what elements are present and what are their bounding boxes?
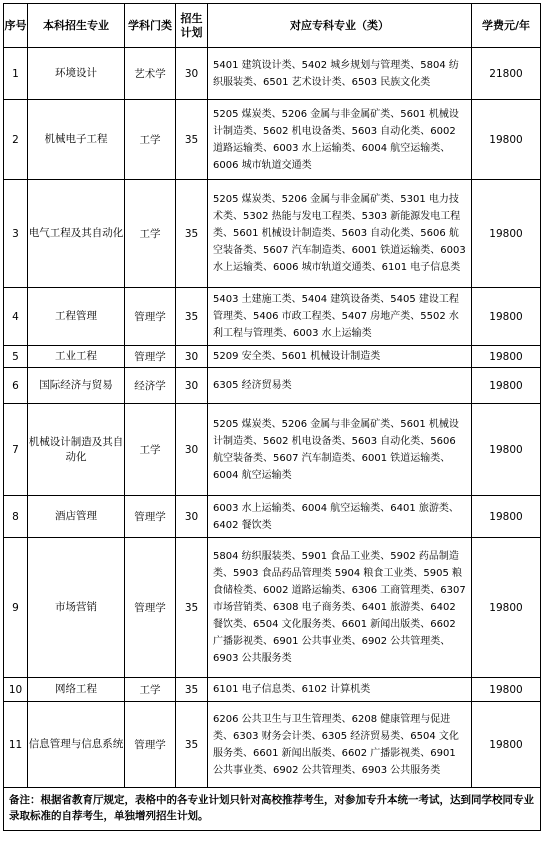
- admissions-table-container: [3, 3, 540, 831]
- row-seq: 8: [4, 496, 28, 538]
- row-seq: 4: [4, 288, 28, 346]
- row-related: 5205 煤炭类、5206 金属与非金属矿类、5601 机械设计制造类、5602 机电设备类、5603 自动化类、5606 航空装备类、5607 汽车制造类、6001 铁道运输类、6004 航空运输类: [208, 404, 472, 496]
- row-plan: 30: [176, 496, 208, 538]
- row-major: 酒店管理: [28, 496, 125, 538]
- header-seq: 序号: [4, 4, 28, 48]
- row-category: 工学: [125, 180, 176, 288]
- row-category: 管理学: [125, 496, 176, 538]
- table-row: [4, 346, 541, 368]
- row-major: 工程管理: [28, 288, 125, 346]
- row-related: 5205 煤炭类、5206 金属与非金属矿类、5301 电力技术类、5302 热能与发电工程类、5303 新能源发电工程类、5601 机械设计制造类、5603 自动化类、5606 航空装备类、5607 汽车制造类、6001 铁道运输类、6003 水上运输类、6006 城市轨道交通类、6101 电子信息类: [208, 180, 472, 288]
- row-plan: 35: [176, 180, 208, 288]
- row-major: 环境设计: [28, 48, 125, 100]
- row-major: 机械电子工程: [28, 100, 125, 180]
- row-major: 机械设计制造及其自动化: [28, 404, 125, 496]
- row-plan: 35: [176, 100, 208, 180]
- row-fee: 19800: [472, 180, 541, 288]
- table-row: [4, 404, 541, 496]
- row-category: 工学: [125, 678, 176, 702]
- row-related: 5804 纺织服装类、5901 食品工业类、5902 药品制造类、5903 食品药品管理类 5904 粮食工业类、5905 粮食储检类、6002 道路运输类、6306 工商管理类、6307 市场营销类、6308 电子商务类、6401 旅游类、6402 餐饮类、6504 文化服务类、6601 新闻出版类、6602 广播影视类、6901 公共事业类、6902 公共管理类、6903 公共服务类: [208, 538, 472, 678]
- row-fee: 19800: [472, 404, 541, 496]
- table-row: [4, 678, 541, 702]
- row-fee: 19800: [472, 288, 541, 346]
- row-plan: 30: [176, 404, 208, 496]
- row-fee: 19800: [472, 100, 541, 180]
- header-category: 学科门类: [125, 4, 176, 48]
- table-row: [4, 48, 541, 100]
- row-related: 5209 安全类、5601 机械设计制造类: [208, 346, 472, 368]
- row-fee: 19800: [472, 538, 541, 678]
- table-row: [4, 702, 541, 788]
- row-plan: 35: [176, 288, 208, 346]
- row-major: 国际经济与贸易: [28, 368, 125, 404]
- row-related: 6305 经济贸易类: [208, 368, 472, 404]
- row-plan: 35: [176, 702, 208, 788]
- row-seq: 5: [4, 346, 28, 368]
- table-row: [4, 496, 541, 538]
- row-major: 网络工程: [28, 678, 125, 702]
- header-fee: 学费元/年: [472, 4, 541, 48]
- row-plan: 35: [176, 678, 208, 702]
- row-seq: 11: [4, 702, 28, 788]
- row-seq: 2: [4, 100, 28, 180]
- table-row: [4, 538, 541, 678]
- table-row: [4, 368, 541, 404]
- row-fee: 19800: [472, 368, 541, 404]
- row-fee: 19800: [472, 496, 541, 538]
- header-plan: 招生计划: [176, 4, 208, 48]
- table-row: [4, 288, 541, 346]
- row-plan: 30: [176, 48, 208, 100]
- row-category: 工学: [125, 404, 176, 496]
- row-seq: 7: [4, 404, 28, 496]
- row-category: 管理学: [125, 288, 176, 346]
- row-plan: 30: [176, 346, 208, 368]
- row-seq: 3: [4, 180, 28, 288]
- row-fee: 19800: [472, 678, 541, 702]
- admissions-table: [3, 3, 541, 831]
- row-category: 管理学: [125, 538, 176, 678]
- row-seq: 6: [4, 368, 28, 404]
- table-row: [4, 100, 541, 180]
- row-related: 6003 水上运输类、6004 航空运输类、6401 旅游类、6402 餐饮类: [208, 496, 472, 538]
- table-row: [4, 180, 541, 288]
- row-major: 信息管理与信息系统: [28, 702, 125, 788]
- row-related: 5205 煤炭类、5206 金属与非金属矿类、5601 机械设计制造类、5602 机电设备类、5603 自动化类、6002 道路运输类、6003 水上运输类、6004 航空运输类、6006 城市轨道交通类: [208, 100, 472, 180]
- row-category: 经济学: [125, 368, 176, 404]
- row-category: 管理学: [125, 702, 176, 788]
- row-plan: 30: [176, 368, 208, 404]
- row-category: 管理学: [125, 346, 176, 368]
- row-seq: 10: [4, 678, 28, 702]
- row-related: 6206 公共卫生与卫生管理类、6208 健康管理与促进类、6303 财务会计类、6305 经济贸易类、6504 文化服务类、6601 新闻出版类、6602 广播影视类、6901 公共事业类、6902 公共管理类、6903 公共服务类: [208, 702, 472, 788]
- row-major: 电气工程及其自动化: [28, 180, 125, 288]
- row-plan: 35: [176, 538, 208, 678]
- row-related: 6101 电子信息类、6102 计算机类: [208, 678, 472, 702]
- row-fee: 19800: [472, 702, 541, 788]
- row-fee: 21800: [472, 48, 541, 100]
- header-row: [4, 4, 541, 48]
- note-row: [4, 788, 541, 831]
- table-note: 备注：根据省教育厅规定，表格中的各专业计划只针对高校推荐考生，对参加专升本统一考试，达到同学校同专业录取标准的自荐考生，单独增列招生计划。: [4, 788, 541, 831]
- row-category: 工学: [125, 100, 176, 180]
- row-seq: 1: [4, 48, 28, 100]
- row-major: 市场营销: [28, 538, 125, 678]
- row-related: 5403 土建施工类、5404 建筑设备类、5405 建设工程管理类、5406 市政工程类、5407 房地产类、5502 水利工程与管理类、6003 水上运输类: [208, 288, 472, 346]
- row-major: 工业工程: [28, 346, 125, 368]
- header-major: 本科招生专业: [28, 4, 125, 48]
- row-category: 艺术学: [125, 48, 176, 100]
- row-seq: 9: [4, 538, 28, 678]
- header-related: 对应专科专业（类）: [208, 4, 472, 48]
- row-fee: 19800: [472, 346, 541, 368]
- row-related: 5401 建筑设计类、5402 城乡规划与管理类、5804 纺织服装类、6501 艺术设计类、6503 民族文化类: [208, 48, 472, 100]
